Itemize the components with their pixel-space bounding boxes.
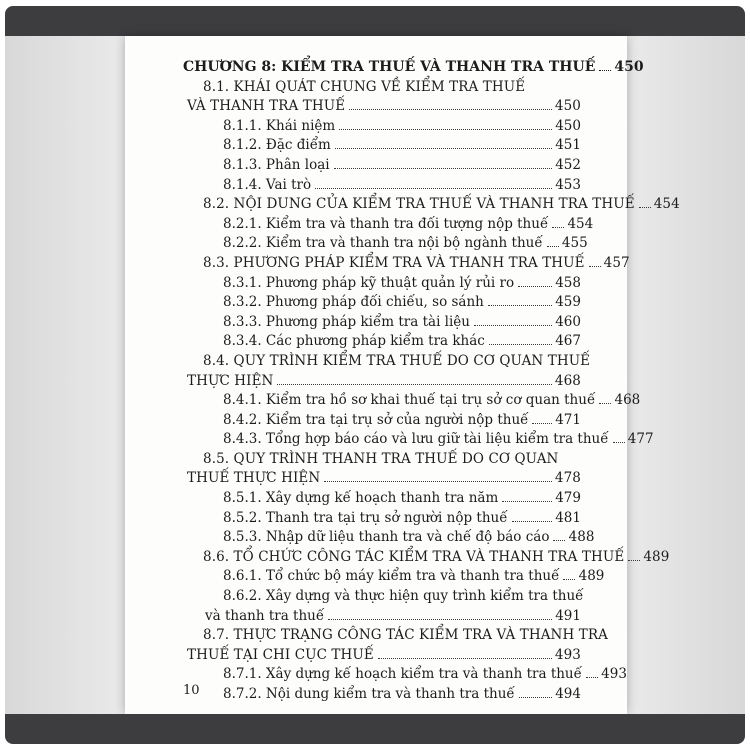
- toc-entry-text: 8.3.4. Các phương pháp kiểm tra khác: [223, 333, 485, 350]
- toc-entry-line: [183, 97, 581, 117]
- toc-entry-line: [183, 509, 581, 529]
- toc-entry-text: 8.4.3. Tổng hợp báo cáo và lưu giữ tài liệu kiểm tra thuế: [223, 431, 609, 448]
- dot-leader: [553, 540, 565, 541]
- toc-entry-page: 450: [555, 117, 581, 134]
- dot-leader: [324, 481, 552, 482]
- toc-entry-text: 8.5.2. Thanh tra tại trụ sở người nộp thuế: [223, 509, 508, 526]
- toc-entry-line: [183, 567, 605, 587]
- toc-entry-line: [183, 332, 581, 352]
- toc-entry-line: [183, 58, 644, 78]
- toc-entry-text: 8.5.1. Xây dựng kế hoạch thanh tra năm: [223, 490, 499, 507]
- toc-entry-line: [183, 254, 630, 274]
- toc-entry-page: 471: [555, 411, 581, 428]
- dot-leader: [328, 619, 552, 620]
- photo-backdrop: [5, 36, 745, 714]
- dot-leader: [349, 109, 552, 110]
- toc-entry-line: [183, 195, 680, 215]
- toc-entry-page: 478: [554, 470, 581, 487]
- toc-entry-page: 489: [643, 548, 670, 565]
- toc-entry-text: 8.6.1. Tổ chức bộ máy kiểm tra và thanh tra thuế: [223, 568, 560, 585]
- dot-leader: [599, 70, 611, 71]
- toc-entry-line: [183, 411, 581, 431]
- toc-entry-line: [183, 78, 581, 98]
- toc-entry-text: 8.1.2. Đặc điểm: [223, 137, 331, 154]
- dot-leader: [334, 168, 552, 169]
- toc-entry-line: [183, 313, 581, 333]
- toc-entry-text: CHƯƠNG 8: KIỂM TRA THUẾ VÀ THANH TRA THUẾ: [183, 59, 596, 75]
- toc-entry-line: [183, 646, 581, 666]
- toc-entry-page: 493: [601, 666, 627, 683]
- toc-entry-page: 468: [614, 392, 641, 409]
- toc-entry-line: [183, 215, 594, 235]
- toc-entry-text: 8.6. TỔ CHỨC CÔNG TÁC KIỂM TRA VÀ THANH TRA THUẾ: [203, 548, 625, 565]
- dot-leader: [489, 344, 552, 345]
- toc-entry-line: [183, 469, 581, 489]
- toc-entry-line: [183, 136, 581, 156]
- dot-leader: [547, 246, 559, 247]
- toc-list: [183, 58, 680, 705]
- dot-leader: [502, 501, 552, 502]
- toc-entry-text: 8.4. QUY TRÌNH KIỂM TRA THUẾ DO CƠ QUAN THUẾ: [203, 352, 591, 369]
- book-page: [125, 36, 680, 714]
- toc-entry-text: 8.3. PHƯƠNG PHÁP KIỂM TRA VÀ THANH TRA THUẾ: [203, 254, 585, 271]
- toc-entry-line: [183, 391, 641, 411]
- toc-entry-page: 460: [555, 313, 581, 330]
- toc-entry-text: 8.7. THỰC TRẠNG CÔNG TÁC KIỂM TRA VÀ THANH TRA: [203, 627, 608, 644]
- toc-entry-line: [183, 607, 581, 627]
- toc-entry-page: 450: [554, 98, 581, 115]
- toc-entry-text: 8.5.3. Nhập dữ liệu thanh tra và chế độ báo cáo: [223, 529, 550, 546]
- toc-entry-text: 8.3.1. Phương pháp kỹ thuật quản lý rủi ro: [223, 274, 515, 291]
- toc-entry-page: 452: [555, 156, 581, 173]
- toc-entry-text: THỰC HIỆN: [187, 372, 274, 389]
- toc-entry-line: [183, 274, 581, 294]
- photo-frame-top: [5, 6, 745, 36]
- toc-entry-page: 455: [561, 235, 588, 252]
- toc-entry-line: [183, 685, 581, 705]
- toc-entry-text: 8.3.2. Phương pháp đối chiếu, so sánh: [223, 294, 484, 311]
- toc-entry-line: [183, 626, 608, 646]
- toc-entry-text: THUẾ THỰC HIỆN: [187, 470, 321, 487]
- toc-entry-page: 450: [614, 59, 644, 75]
- dot-leader: [599, 403, 611, 404]
- toc-entry-text: 8.7.1. Xây dựng kế hoạch kiểm tra và thanh tra thuế: [223, 666, 582, 683]
- toc-entry-page: 493: [554, 646, 581, 663]
- toc-entry-line: [183, 587, 584, 607]
- dot-leader: [277, 384, 551, 385]
- toc-entry-text: 8.1.3. Phân loại: [223, 156, 330, 173]
- toc-entry-page: 451: [555, 137, 581, 154]
- toc-entry-page: 491: [555, 607, 581, 624]
- toc-entry-line: [183, 665, 627, 685]
- dot-leader: [552, 227, 564, 228]
- dot-leader: [563, 579, 575, 580]
- toc-entry-line: [183, 156, 581, 176]
- dot-leader: [315, 188, 552, 189]
- toc-entry-text: và thanh tra thuế: [205, 607, 325, 624]
- dot-leader: [589, 266, 601, 267]
- dot-leader: [613, 442, 625, 443]
- photo-frame-bottom: [5, 714, 745, 744]
- toc-entry-text: 8.7.2. Nội dung kiểm tra và thanh tra thuế: [223, 686, 515, 702]
- toc-entry-page: 458: [555, 274, 581, 291]
- dot-leader: [378, 658, 552, 659]
- toc-entry-line: [183, 372, 581, 392]
- dot-leader: [639, 207, 651, 208]
- toc-entry-page: 477: [627, 431, 654, 448]
- toc-entry-text: 8.2.1. Kiểm tra và thanh tra đối tượng nộp thuế: [223, 215, 549, 232]
- toc-entry-page: 454: [567, 215, 594, 232]
- dot-leader: [519, 697, 552, 698]
- toc-entry-text: THUẾ TẠI CHI CỤC THUẾ: [187, 646, 374, 663]
- toc-entry-page: 481: [555, 509, 581, 526]
- dot-leader: [532, 423, 552, 424]
- toc-entry-page: 453: [555, 176, 581, 193]
- toc-entry-text: 8.1.1. Khái niệm: [223, 117, 336, 134]
- toc-entry-text: 8.1. KHÁI QUÁT CHUNG VỀ KIỂM TRA THUẾ: [203, 78, 526, 95]
- toc-entry-text: 8.4.1. Kiểm tra hồ sơ khai thuế tại trụ sở cơ quan thuế: [223, 392, 596, 409]
- toc-entry-line: [183, 293, 581, 313]
- toc-entry-line: [183, 176, 581, 196]
- toc-entry-page: 459: [555, 294, 581, 311]
- toc-entry-page: 479: [555, 490, 581, 507]
- toc-entry-line: [183, 528, 595, 548]
- dot-leader: [518, 286, 552, 287]
- toc-entry-text: 8.2. NỘI DUNG CỦA KIỂM TRA THUẾ VÀ THANH TRA THUẾ: [203, 196, 635, 213]
- toc-entry-line: [183, 234, 588, 254]
- toc-entry-page: 468: [554, 372, 581, 389]
- toc-entry-page: 489: [578, 568, 605, 585]
- toc-entry-text: 8.3.3. Phương pháp kiểm tra tài liệu: [223, 313, 470, 330]
- page-number: 10: [183, 683, 200, 698]
- toc-entry-text: 8.2.2. Kiểm tra và thanh tra nội bộ ngành thuế: [223, 235, 543, 252]
- dot-leader: [586, 677, 598, 678]
- toc-entry-page: 488: [568, 529, 595, 546]
- toc-entry-page: 467: [555, 333, 581, 350]
- toc-entry-page: 454: [653, 196, 680, 213]
- toc-entry-page: 494: [555, 686, 581, 702]
- toc-entry-line: [183, 430, 654, 450]
- toc-entry-text: 8.5. QUY TRÌNH THANH TRA THUẾ DO CƠ QUAN: [203, 450, 559, 467]
- toc-entry-text: 8.6.2. Xây dựng và thực hiện quy trình kiểm tra thuế: [223, 588, 584, 605]
- dot-leader: [488, 305, 552, 306]
- toc-entry-text: 8.4.2. Kiểm tra tại trụ sở của người nộp thuế: [223, 411, 529, 428]
- dot-leader: [628, 560, 640, 561]
- toc-entry-line: [183, 117, 581, 137]
- dot-leader: [339, 129, 552, 130]
- toc-entry-line: [183, 548, 670, 568]
- toc-entry-page: 457: [603, 254, 630, 271]
- toc-entry-text: 8.1.4. Vai trò: [223, 176, 312, 193]
- toc-entry-line: [183, 450, 581, 470]
- dot-leader: [335, 148, 552, 149]
- toc-entry-line: [183, 489, 581, 509]
- dot-leader: [474, 325, 552, 326]
- dot-leader: [512, 521, 552, 522]
- toc-entry-line: [183, 352, 591, 372]
- toc-entry-text: VÀ THANH TRA THUẾ: [187, 98, 346, 115]
